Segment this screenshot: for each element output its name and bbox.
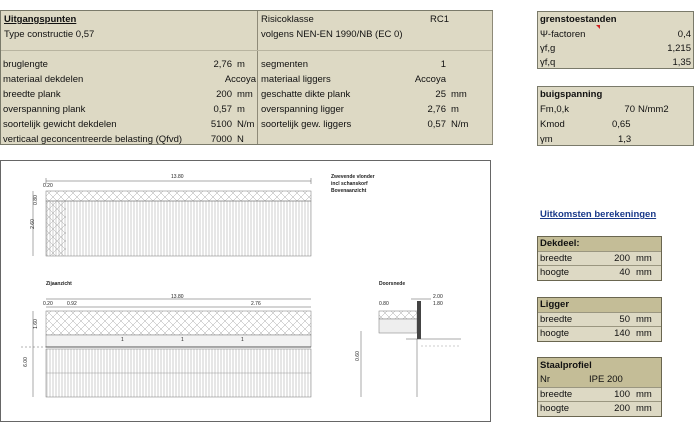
bending-title: buigspanning xyxy=(540,89,603,100)
row-value[interactable]: 1 xyxy=(440,59,446,70)
result-value: 140 xyxy=(614,328,630,339)
limit-state-value[interactable]: 1,35 xyxy=(672,57,691,68)
row-value[interactable]: Accoya xyxy=(224,74,256,85)
dim-060: 0.60 xyxy=(354,351,361,361)
result-value: 40 xyxy=(619,267,630,278)
row-value[interactable]: 7000 xyxy=(210,134,232,145)
staalprofiel-nr-label: Nr xyxy=(540,374,551,385)
dim-left-top: 0.20 xyxy=(43,183,53,189)
drawing-title-2: incl schanskorf xyxy=(331,181,368,187)
dim-1-c: 1 xyxy=(241,337,244,343)
limit-state-value[interactable]: 1,215 xyxy=(667,43,691,54)
row-unit: m xyxy=(451,104,459,115)
limit-state-label: γf,q xyxy=(540,57,556,68)
result-value: 200 xyxy=(614,403,630,414)
staalprofiel-nr-value: IPE 200 xyxy=(589,374,623,385)
ligger-title: Ligger xyxy=(540,299,570,310)
row-label: materiaal dekdelen xyxy=(3,74,84,85)
row-value[interactable]: 200 xyxy=(216,89,232,100)
row-unit: mm xyxy=(451,89,467,100)
dim-180: 1.80 xyxy=(433,301,443,307)
row-unit: N xyxy=(237,134,244,145)
row-value[interactable]: Accoya xyxy=(414,74,446,85)
staalprofiel-title: Staalprofiel xyxy=(540,360,592,371)
row-value[interactable]: 0,57 xyxy=(427,119,446,130)
bending-value[interactable]: 0,65 xyxy=(612,119,631,130)
dim-260: 2.60 xyxy=(29,219,36,229)
uitgangspunten-header: Uitgangspunten xyxy=(4,14,77,25)
top-view xyxy=(33,178,311,256)
dim-total-side: 13.80 xyxy=(171,294,184,300)
section-view xyxy=(361,299,461,397)
row-label: soortelijk gewicht dekdelen xyxy=(3,119,117,130)
risk-class-label: Risicoklasse xyxy=(261,14,314,25)
results-title: Uitkomsten berekeningen xyxy=(540,209,657,220)
row-unit: mm xyxy=(237,89,253,100)
result-unit: mm xyxy=(636,328,652,339)
bending-unit: N/mm2 xyxy=(638,104,669,115)
result-unit: mm xyxy=(636,314,652,325)
bending-value[interactable]: 1,3 xyxy=(618,134,632,145)
bending-label: Fm,0,k xyxy=(540,104,570,115)
row-value[interactable]: 25 xyxy=(435,89,446,100)
dim-080-top: 0.80 xyxy=(32,195,39,205)
result-unit: mm xyxy=(636,403,652,414)
row-label: breedte plank xyxy=(3,89,61,100)
row-unit: N/m xyxy=(237,119,255,130)
drawing-title-1: Zwevende vlonder xyxy=(331,174,375,180)
result-unit: mm xyxy=(636,253,652,264)
result-label: hoogte xyxy=(540,328,570,339)
dim-total-top: 13.80 xyxy=(171,174,184,180)
drawing-svg xyxy=(1,161,490,421)
row-value[interactable]: 0,57 xyxy=(213,104,232,115)
result-label: breedte xyxy=(540,314,573,325)
bending-label: γm xyxy=(540,134,553,145)
dekdeel-title: Dekdeel: xyxy=(540,238,580,249)
dim-080b: 0.80 xyxy=(379,301,389,307)
result-unit: mm xyxy=(636,267,652,278)
dim-600: 6.00 xyxy=(22,357,29,367)
row-label: verticaal geconcentreerde belasting (Qfvd) xyxy=(3,134,183,145)
limit-state-label: Ψ-factoren xyxy=(540,29,586,40)
row-label: geschatte dikte plank xyxy=(261,89,351,100)
row-unit: m xyxy=(237,59,245,70)
dim-1-a: 1 xyxy=(121,337,124,343)
bending-value[interactable]: 70 xyxy=(624,104,635,115)
result-label: hoogte xyxy=(540,403,570,414)
row-label: segmenten xyxy=(261,59,309,70)
row-unit: N/m xyxy=(451,119,469,130)
result-label: hoogte xyxy=(540,267,570,278)
drawing-title-3: Bovenaanzicht xyxy=(331,188,367,194)
side-view-title: Zijaanzicht xyxy=(46,281,72,287)
side-view xyxy=(21,299,311,397)
row-label: overspanning ligger xyxy=(261,104,344,115)
construction-type: Type constructie 0,57 xyxy=(4,29,95,40)
dim-1-b: 1 xyxy=(181,337,184,343)
row-value[interactable]: 2,76 xyxy=(213,59,232,70)
result-label: breedte xyxy=(540,253,573,264)
result-unit: mm xyxy=(636,389,652,400)
dim-200: 2.00 xyxy=(433,294,443,300)
row-label: soortelijk gew. liggers xyxy=(261,119,352,130)
row-value[interactable]: 5100 xyxy=(210,119,232,130)
result-value: 100 xyxy=(614,389,630,400)
limit-state-value[interactable]: 0,4 xyxy=(677,29,691,40)
result-label: breedte xyxy=(540,389,573,400)
dim-left-side: 0.20 xyxy=(43,301,53,307)
dim-160: 1.60 xyxy=(32,319,39,329)
row-unit: m xyxy=(237,104,245,115)
norm-label: volgens NEN-EN 1990/NB (EC 0) xyxy=(261,29,403,40)
dim-276: 2.76 xyxy=(251,301,261,307)
risk-class-value[interactable]: RC1 xyxy=(430,14,450,25)
result-value: 200 xyxy=(614,253,630,264)
section-view-title: Doorsnede xyxy=(379,281,406,287)
result-value: 50 xyxy=(619,314,630,325)
bending-label: Kmod xyxy=(540,119,565,130)
row-label: materiaal liggers xyxy=(261,74,331,85)
row-label: bruglengte xyxy=(3,59,48,70)
dim-092: 0.92 xyxy=(67,301,77,307)
limit-states-title: grenstoestanden xyxy=(540,14,617,25)
row-label: overspanning plank xyxy=(3,104,86,115)
limit-state-label: γf,g xyxy=(540,43,556,54)
technical-drawing xyxy=(0,160,491,422)
comment-marker xyxy=(596,25,600,29)
row-value[interactable]: 2,76 xyxy=(427,104,446,115)
